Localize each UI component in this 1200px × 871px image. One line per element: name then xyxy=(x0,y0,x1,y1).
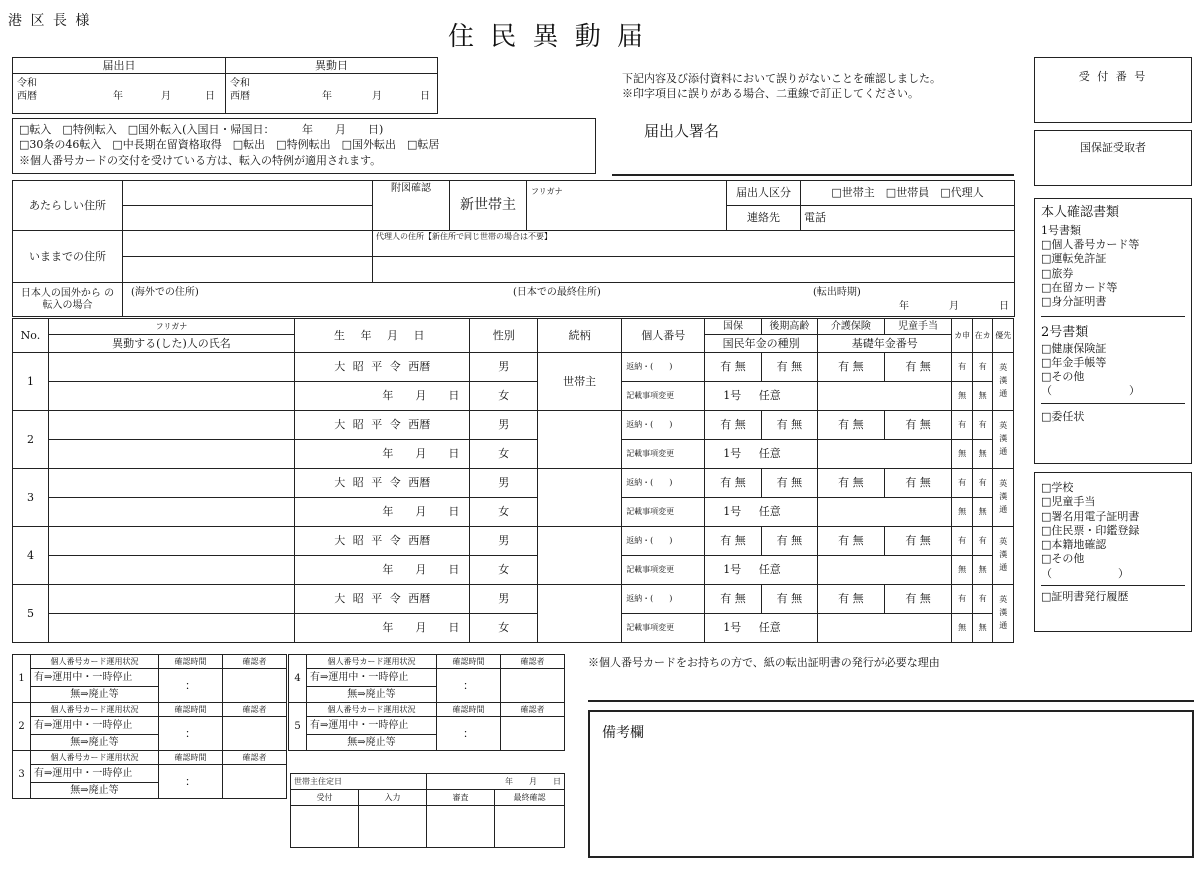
pension-number-field[interactable] xyxy=(818,382,952,411)
zairyu-yes[interactable]: 有 xyxy=(972,411,993,440)
card-status-number: 4 xyxy=(289,655,307,703)
sex-female-option[interactable]: 女 xyxy=(470,614,538,643)
confirmer-field[interactable] xyxy=(223,765,287,799)
card-apply-no[interactable]: 無 xyxy=(952,556,973,585)
jido-yesno[interactable]: 有 無 xyxy=(884,411,952,440)
receipt-number-box[interactable]: 受 付 番 号 xyxy=(1034,57,1192,123)
name-field[interactable] xyxy=(48,440,294,469)
pension-type-field[interactable]: 1号 任意 xyxy=(705,382,818,411)
contact-label: 連絡先 xyxy=(727,206,801,231)
pension-number-field[interactable] xyxy=(818,556,952,585)
confirmer-header: 確認者 xyxy=(223,703,287,717)
zairyu-yes[interactable]: 有 xyxy=(972,585,993,614)
birth-date-field[interactable]: 年 月 日 xyxy=(295,440,470,469)
header-kouki: 後期高齢 xyxy=(761,319,817,335)
phone-field[interactable]: 電話 xyxy=(801,206,1015,231)
card-status-abolished-option[interactable]: 無⇒廃止等 xyxy=(31,783,159,799)
confirm-time-field[interactable]: ： xyxy=(159,669,223,703)
header-no: No. xyxy=(13,319,49,353)
confirm-time-header: 確認時間 xyxy=(159,703,223,717)
zairyu-yes[interactable]: 有 xyxy=(972,353,993,382)
attach-check-label[interactable]: 附図確認 xyxy=(373,181,450,231)
card-status-abolished-option[interactable]: 無⇒廃止等 xyxy=(307,687,437,703)
move-type-note: ※個人番号カードの交付を受けている方は、転入の特例が適用されます。 xyxy=(19,153,382,167)
new-address-field-2[interactable] xyxy=(123,206,373,231)
head-date-field[interactable]: 年 月 日 xyxy=(427,774,565,790)
relation-field[interactable]: 世帯主 xyxy=(538,353,622,411)
kaigo-yesno[interactable]: 有 無 xyxy=(818,411,885,440)
row-number: 1 xyxy=(13,353,49,411)
confirmer-header: 確認者 xyxy=(223,751,287,765)
person-table xyxy=(12,318,1014,643)
card-status-active-option[interactable]: 有⇒運用中・一時停止 xyxy=(31,717,159,735)
address-table xyxy=(12,180,1015,317)
zairyu-yes[interactable]: 有 xyxy=(972,469,993,498)
kokuho-yesno[interactable]: 有 無 xyxy=(705,585,761,614)
card-status-header: 個人番号カード運用状況 xyxy=(31,703,159,717)
card-status-table-left xyxy=(12,654,287,799)
card-status-header: 個人番号カード運用状況 xyxy=(307,655,437,669)
birth-era-options[interactable]: 大 昭 平 令 西暦 xyxy=(295,411,470,440)
misc-check[interactable]: □本籍地確認 xyxy=(1041,538,1107,552)
insurance-recipient-box[interactable]: 国保証受取者 xyxy=(1034,130,1192,186)
card-return-field[interactable]: 返納・( ) xyxy=(622,411,705,440)
kouki-yesno[interactable]: 有 無 xyxy=(761,469,817,498)
card-status-active-option[interactable]: 有⇒運用中・一時停止 xyxy=(31,669,159,687)
kouki-yesno[interactable]: 有 無 xyxy=(761,585,817,614)
reason-note: ※個人番号カードをお持ちの方で、紙の転出証明書の発行が必要な理由 xyxy=(588,656,940,669)
header-kaigo: 介護保険 xyxy=(818,319,885,335)
confirm-time-header: 確認時間 xyxy=(159,751,223,765)
priority-options[interactable]: 英 漢 通 xyxy=(993,353,1014,411)
relation-field[interactable] xyxy=(538,527,622,585)
id-doc-1-item[interactable]: □運転免許証 xyxy=(1041,252,1107,266)
confirm-time-header: 確認時間 xyxy=(437,703,501,717)
header-kokuho: 国保 xyxy=(705,319,761,335)
confirmer-field[interactable] xyxy=(501,717,565,751)
kokuho-yesno[interactable]: 有 無 xyxy=(705,527,761,556)
id-doc-2-item[interactable]: □年金手帳等 xyxy=(1041,355,1107,369)
pension-type-field[interactable]: 1号 任意 xyxy=(705,614,818,643)
zairyu-yes[interactable]: 有 xyxy=(972,527,993,556)
id-doc-1-item[interactable]: □在留カード等 xyxy=(1041,281,1118,295)
pension-number-field[interactable] xyxy=(818,498,952,527)
agent-address-field-2[interactable] xyxy=(373,257,1015,283)
header-priority: 優先 xyxy=(993,319,1014,353)
pension-type-field[interactable]: 1号 任意 xyxy=(705,556,818,585)
kokuho-yesno[interactable]: 有 無 xyxy=(705,469,761,498)
header-mynumber: 個人番号 xyxy=(622,319,705,353)
name-furigana-field[interactable] xyxy=(48,411,294,440)
move-date-label: 異動日 xyxy=(226,58,438,74)
zairyu-no[interactable]: 無 xyxy=(972,440,993,469)
remarks-label: 備考欄 xyxy=(602,725,644,741)
birth-date-field[interactable]: 年 月 日 xyxy=(295,498,470,527)
header-pension-type: 国民年金の種別 xyxy=(705,335,818,353)
notifier-type-options[interactable]: □世帯主 □世帯員 □代理人 xyxy=(801,181,1015,206)
sex-male-option[interactable]: 男 xyxy=(470,527,538,556)
office-recv-stamp[interactable] xyxy=(291,806,359,848)
record-change-field[interactable]: 記載事項変更 xyxy=(622,382,705,411)
jido-yesno[interactable]: 有 無 xyxy=(884,353,952,382)
name-furigana-field[interactable] xyxy=(48,527,294,556)
misc-checks-box xyxy=(1034,472,1192,632)
remarks-box[interactable] xyxy=(588,710,1194,858)
card-status-number: 5 xyxy=(289,703,307,751)
confirmer-header: 確認者 xyxy=(501,703,565,717)
relation-field[interactable] xyxy=(538,469,622,527)
card-status-number: 3 xyxy=(13,751,31,799)
move-type-line1: □転入 □特例転入 □国外転入(入国日・帰国日： 年 月 日) xyxy=(19,123,384,136)
sex-male-option[interactable]: 男 xyxy=(470,411,538,440)
new-address-label: あたらしい住所 xyxy=(13,181,123,231)
birth-date-field[interactable]: 年 月 日 xyxy=(295,614,470,643)
kaigo-yesno[interactable]: 有 無 xyxy=(818,585,885,614)
header-jido: 児童手当 xyxy=(884,319,952,335)
card-status-header: 個人番号カード運用状況 xyxy=(31,751,159,765)
card-status-number: 1 xyxy=(13,655,31,703)
header-zairyu: 在カ xyxy=(972,319,993,353)
confirmer-header: 確認者 xyxy=(501,655,565,669)
office-recv-label: 受付 xyxy=(291,790,359,806)
confirm-text: 下記内容及び添付資料において誤りがないことを確認しました。 ※印字項目に誤りがある場合、二重線で訂正してください。 xyxy=(622,72,941,100)
confirmer-field[interactable] xyxy=(223,669,287,703)
jido-yesno[interactable]: 有 無 xyxy=(884,469,952,498)
birth-era-options[interactable]: 大 昭 平 令 西暦 xyxy=(295,469,470,498)
card-apply-yes[interactable]: 有 xyxy=(952,411,973,440)
date-table xyxy=(12,57,438,114)
card-apply-no[interactable]: 無 xyxy=(952,498,973,527)
record-change-field[interactable]: 記載事項変更 xyxy=(622,498,705,527)
zairyu-no[interactable]: 無 xyxy=(972,614,993,643)
priority-options[interactable]: 英 漢 通 xyxy=(993,585,1014,643)
sex-female-option[interactable]: 女 xyxy=(470,440,538,469)
birth-date-field[interactable]: 年 月 日 xyxy=(295,556,470,585)
priority-options[interactable]: 英 漢 通 xyxy=(993,411,1014,469)
old-address-field-1[interactable] xyxy=(123,231,373,257)
addressee: 港 区 長 様 xyxy=(8,13,92,29)
signature-label: 届出人署名 xyxy=(644,122,720,140)
confirmer-field[interactable] xyxy=(223,717,287,751)
card-apply-no[interactable]: 無 xyxy=(952,614,973,643)
id-doc-1-item[interactable]: □旅券 xyxy=(1041,266,1074,280)
confirm-time-field[interactable]: ： xyxy=(159,717,223,751)
name-furigana-field[interactable] xyxy=(48,469,294,498)
head-date-label: 世帯主住定日 xyxy=(291,774,427,790)
kaigo-yesno[interactable]: 有 無 xyxy=(818,353,885,382)
name-field[interactable] xyxy=(48,614,294,643)
page-title: 住 民 異 動 届 xyxy=(448,22,648,52)
power-of-attorney-check[interactable]: □委任状 xyxy=(1041,409,1085,423)
birth-date-field[interactable]: 年 月 日 xyxy=(295,382,470,411)
confirm-time-field[interactable]: ： xyxy=(437,669,501,703)
name-field[interactable] xyxy=(48,498,294,527)
birth-era-options[interactable]: 大 昭 平 令 西暦 xyxy=(295,585,470,614)
new-address-field-1[interactable] xyxy=(123,181,373,206)
card-status-number: 2 xyxy=(13,703,31,751)
zairyu-no[interactable]: 無 xyxy=(972,498,993,527)
confirmer-header: 確認者 xyxy=(223,655,287,669)
name-furigana-field[interactable] xyxy=(48,353,294,382)
record-change-field[interactable]: 記載事項変更 xyxy=(622,614,705,643)
card-status-table-right xyxy=(288,654,565,751)
new-head-name-field[interactable]: フリガナ xyxy=(527,181,727,231)
relation-field[interactable] xyxy=(538,585,622,643)
header-furigana: フリガナ xyxy=(48,319,294,335)
card-status-active-option[interactable]: 有⇒運用中・一時停止 xyxy=(31,765,159,783)
misc-check[interactable]: （ ） xyxy=(1041,566,1129,580)
kouki-yesno[interactable]: 有 無 xyxy=(761,353,817,382)
id-doc-2-item[interactable]: （ ） xyxy=(1041,384,1140,398)
jido-yesno[interactable]: 有 無 xyxy=(884,585,952,614)
card-status-abolished-option[interactable]: 無⇒廃止等 xyxy=(31,687,159,703)
card-apply-yes[interactable]: 有 xyxy=(952,353,973,382)
card-status-header: 個人番号カード運用状況 xyxy=(307,703,437,717)
sex-male-option[interactable]: 男 xyxy=(470,469,538,498)
header-pension-no: 基礎年金番号 xyxy=(818,335,952,353)
card-status-abolished-option[interactable]: 無⇒廃止等 xyxy=(307,735,437,751)
zairyu-no[interactable]: 無 xyxy=(972,382,993,411)
abroad-address-field[interactable]: (海外での住所) (日本での最終住所) (転出時期) 年 月 日 xyxy=(123,283,1015,317)
move-type-line2: □30条の46転入 □中長期在留資格取得 □転出 □特例転出 □国外転出 □転居 xyxy=(19,138,440,152)
move-date-field[interactable]: 令和 西暦 年 月 日 xyxy=(226,74,438,114)
pension-number-field[interactable] xyxy=(818,440,952,469)
birth-era-options[interactable]: 大 昭 平 令 西暦 xyxy=(295,527,470,556)
id-doc-1-item[interactable]: □個人番号カード等 xyxy=(1041,238,1140,252)
misc-check[interactable]: □署名用電子証明書 xyxy=(1041,509,1140,523)
card-apply-no[interactable]: 無 xyxy=(952,440,973,469)
notifier-type-label: 届出人区分 xyxy=(727,181,801,206)
card-status-active-option[interactable]: 有⇒運用中・一時停止 xyxy=(307,717,437,735)
row-number: 5 xyxy=(13,585,49,643)
office-input-label: 入力 xyxy=(359,790,427,806)
office-check-stamp[interactable] xyxy=(427,806,495,848)
card-status-active-option[interactable]: 有⇒運用中・一時停止 xyxy=(307,669,437,687)
new-head-label: 新世帯主 xyxy=(450,181,527,231)
misc-check[interactable]: □住民票・印鑑登録 xyxy=(1041,523,1140,537)
card-apply-yes[interactable]: 有 xyxy=(952,585,973,614)
sex-male-option[interactable]: 男 xyxy=(470,585,538,614)
sex-female-option[interactable]: 女 xyxy=(470,498,538,527)
priority-options[interactable]: 英 漢 通 xyxy=(993,527,1014,585)
kokuho-yesno[interactable]: 有 無 xyxy=(705,353,761,382)
row-number: 3 xyxy=(13,469,49,527)
name-field[interactable] xyxy=(48,556,294,585)
confirm-time-header: 確認時間 xyxy=(437,655,501,669)
card-status-abolished-option[interactable]: 無⇒廃止等 xyxy=(31,735,159,751)
notify-date-field[interactable]: 令和 西暦 年 月 日 xyxy=(13,74,226,114)
kouki-yesno[interactable]: 有 無 xyxy=(761,411,817,440)
header-birth: 生 年 月 日 xyxy=(295,319,470,353)
move-type-box[interactable] xyxy=(12,118,596,174)
card-return-field[interactable]: 返納・( ) xyxy=(622,585,705,614)
card-status-header: 個人番号カード運用状況 xyxy=(31,655,159,669)
card-apply-no[interactable]: 無 xyxy=(952,382,973,411)
kokuho-yesno[interactable]: 有 無 xyxy=(705,411,761,440)
kaigo-yesno[interactable]: 有 無 xyxy=(818,527,885,556)
confirm-time-header: 確認時間 xyxy=(159,655,223,669)
reason-line xyxy=(588,700,1194,702)
old-address-label: いままでの住所 xyxy=(13,231,123,283)
record-change-field[interactable]: 記載事項変更 xyxy=(622,556,705,585)
office-table xyxy=(290,773,565,848)
priority-options[interactable]: 英 漢 通 xyxy=(993,469,1014,527)
card-return-field[interactable]: 返納・( ) xyxy=(622,527,705,556)
id-doc-2-item[interactable]: □その他 xyxy=(1041,370,1085,384)
name-field[interactable] xyxy=(48,382,294,411)
row-number: 2 xyxy=(13,411,49,469)
office-input-stamp[interactable] xyxy=(359,806,427,848)
header-card-apply: カ申 xyxy=(952,319,973,353)
header-relation: 続柄 xyxy=(538,319,622,353)
pension-type-field[interactable]: 1号 任意 xyxy=(705,440,818,469)
header-sex: 性別 xyxy=(470,319,538,353)
misc-check[interactable]: □証明書発行履歴 xyxy=(1041,590,1129,604)
old-address-field-2[interactable] xyxy=(123,257,373,283)
id-doc-2-item[interactable]: □健康保険証 xyxy=(1041,341,1107,355)
misc-check[interactable]: □その他 xyxy=(1041,552,1085,566)
card-apply-yes[interactable]: 有 xyxy=(952,527,973,556)
id-documents-box: 本人確認書類 1号書類 □個人番号カード等 □運転免許証 □旅券 □在留カード等 □身分証明書 2号書類 □健康保険証 □年金手帳等 □その他 （ ） □委任状 xyxy=(1034,198,1192,464)
office-check-label: 審査 xyxy=(427,790,495,806)
abroad-label: 日本人の国外から の転入の場合 xyxy=(13,283,123,317)
misc-check[interactable]: □学校 xyxy=(1041,481,1074,494)
notify-date-label: 届出日 xyxy=(13,58,226,74)
jido-yesno[interactable]: 有 無 xyxy=(884,527,952,556)
kaigo-yesno[interactable]: 有 無 xyxy=(818,469,885,498)
zairyu-no[interactable]: 無 xyxy=(972,556,993,585)
pension-number-field[interactable] xyxy=(818,614,952,643)
office-final-stamp[interactable] xyxy=(495,806,565,848)
row-number: 4 xyxy=(13,527,49,585)
confirm-time-field[interactable]: ： xyxy=(159,765,223,799)
misc-check[interactable]: □児童手当 xyxy=(1041,495,1096,509)
card-return-field[interactable]: 返納・( ) xyxy=(622,469,705,498)
kouki-yesno[interactable]: 有 無 xyxy=(761,527,817,556)
agent-address-field[interactable]: 代理人の住所【新住所で同じ世帯の場合は不要】 xyxy=(373,231,1015,257)
id-doc-1-item[interactable]: □身分証明書 xyxy=(1041,295,1107,309)
header-name: 異動する(した)人の氏名 xyxy=(48,335,294,353)
confirm-time-field[interactable]: ： xyxy=(437,717,501,751)
card-apply-yes[interactable]: 有 xyxy=(952,469,973,498)
pension-type-field[interactable]: 1号 任意 xyxy=(705,498,818,527)
birth-era-options[interactable]: 大 昭 平 令 西暦 xyxy=(295,353,470,382)
name-furigana-field[interactable] xyxy=(48,585,294,614)
confirmer-field[interactable] xyxy=(501,669,565,703)
card-return-field[interactable]: 返納・( ) xyxy=(622,353,705,382)
office-final-label: 最終確認 xyxy=(495,790,565,806)
sex-male-option[interactable]: 男 xyxy=(470,353,538,382)
record-change-field[interactable]: 記載事項変更 xyxy=(622,440,705,469)
signature-line xyxy=(612,174,1014,176)
sex-female-option[interactable]: 女 xyxy=(470,556,538,585)
sex-female-option[interactable]: 女 xyxy=(470,382,538,411)
relation-field[interactable] xyxy=(538,411,622,469)
